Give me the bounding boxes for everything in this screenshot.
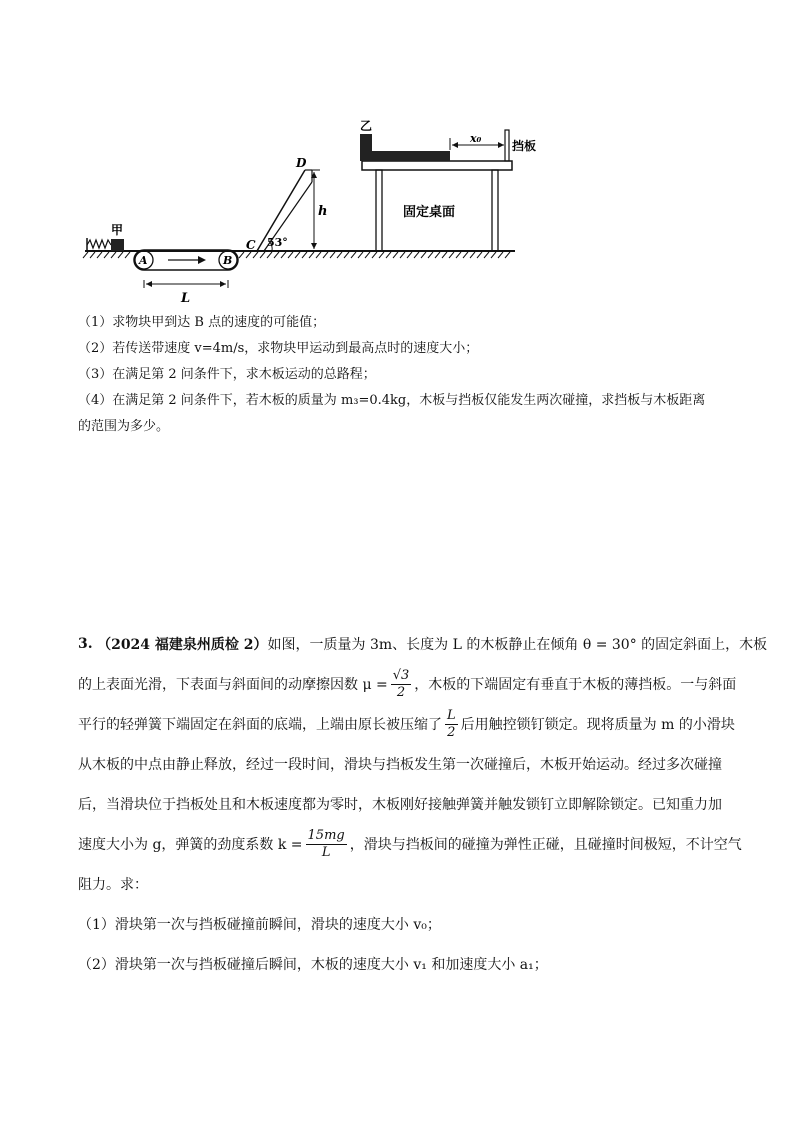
label-yi: 乙 [360, 119, 373, 133]
problem-text: 从木板的中点由静止释放，经过一段时间，滑块与挡板发生第一次碰撞后，木板开始运动。经过多次碰撞 [78, 757, 722, 773]
problem3-question-1 [78, 904, 730, 944]
label-c: C [246, 238, 256, 252]
problem3-line-6 [78, 824, 742, 864]
label-table: 固定桌面 [403, 205, 456, 220]
problem3-line-2 [78, 664, 737, 704]
belt-arrowhead [198, 256, 206, 264]
question-line: （4）在满足第 2 问条件下，若木板的质量为 m₃=0.4kg，木板与挡板仅能发生两次碰撞，求挡板与木板距离 [78, 393, 706, 408]
label-x0: x₀ [470, 132, 482, 145]
baffle [505, 130, 509, 161]
mu-numerator: √3 [392, 667, 410, 683]
problem-source: （2024 福建泉州质检 2） [97, 637, 268, 653]
compression-fraction [445, 708, 458, 741]
mu-fraction [391, 668, 412, 701]
label-d: D [296, 156, 307, 170]
problem2-questions [78, 310, 728, 440]
problem3-line-1 [78, 624, 768, 664]
problem-text: 后用触控锁钉锁定。现将质量为 m 的小滑块 [460, 717, 735, 733]
label-l: L [181, 291, 191, 306]
label-b: B [223, 254, 233, 267]
question-text: （2）滑块第一次与挡板碰撞后瞬间，木板的速度大小 v₁ 和加速度大小 a₁； [78, 957, 548, 973]
question-line: （1）求物块甲到达 B 点的速度的可能值； [78, 315, 326, 330]
problem3-line-3 [78, 704, 735, 744]
problem3 [78, 624, 768, 984]
problem-text: 后，当滑块位于挡板处且和木板速度都为零时，木板刚好接触弹簧并触发锁钉立即解除锁定。已知重力加 [78, 797, 722, 813]
label-angle: 53° [267, 236, 288, 249]
block-yi [360, 134, 372, 151]
problem3-question-2 [78, 944, 730, 984]
problem-text: 速度大小为 g，弹簧的劲度系数 k = [78, 837, 303, 853]
problem-text: 阻力。求： [78, 877, 148, 893]
label-baffle: 挡板 [512, 139, 537, 153]
physics-diagram [80, 110, 537, 310]
k-numerator: 15mg [307, 827, 345, 843]
compression-denominator: 2 [447, 724, 456, 740]
problem3-line-5 [78, 784, 730, 824]
problem-text: 的上表面光滑，下表面与斜面间的动摩擦因数 μ = [78, 677, 388, 693]
question-line: 的范围为多少。 [78, 419, 170, 434]
problem3-line-4 [78, 744, 730, 784]
question-text: （1）滑块第一次与挡板碰撞前瞬间，滑块的速度大小 v₀； [78, 917, 441, 933]
problem-text: 如图，一质量为 3m、长度为 L 的木板静止在倾角 θ = 30° 的固定斜面上，木板 [267, 637, 768, 653]
problem3-line-7 [78, 864, 730, 904]
question-line: （2）若传送带速度 v=4m/s，求物块甲运动到最高点时的速度大小； [78, 341, 479, 356]
block-jia [111, 239, 124, 251]
problem-text: ，木板的下端固定有垂直于木板的薄挡板。一与斜面 [414, 677, 737, 693]
k-fraction [306, 828, 347, 861]
table-leg-right [492, 170, 498, 251]
table-top [362, 161, 512, 170]
compression-numerator: L [447, 707, 456, 723]
spring [87, 240, 111, 248]
label-jia: 甲 [111, 223, 124, 237]
board [360, 151, 450, 161]
k-denominator: L [321, 844, 331, 860]
table-leg-left [376, 170, 382, 251]
problem-number: 3. [78, 636, 93, 652]
label-h: h [318, 204, 328, 219]
problem-text: 平行的轻弹簧下端固定在斜面的底端，上端由原长被压缩了 [78, 717, 442, 733]
label-a: A [139, 254, 148, 267]
question-line: （3）在满足第 2 问条件下，求木板运动的总路程； [78, 367, 376, 382]
mu-denominator: 2 [396, 684, 406, 700]
problem-text: ，滑块与挡板间的碰撞为弹性正碰，且碰撞时间极短，不计空气 [349, 837, 742, 853]
